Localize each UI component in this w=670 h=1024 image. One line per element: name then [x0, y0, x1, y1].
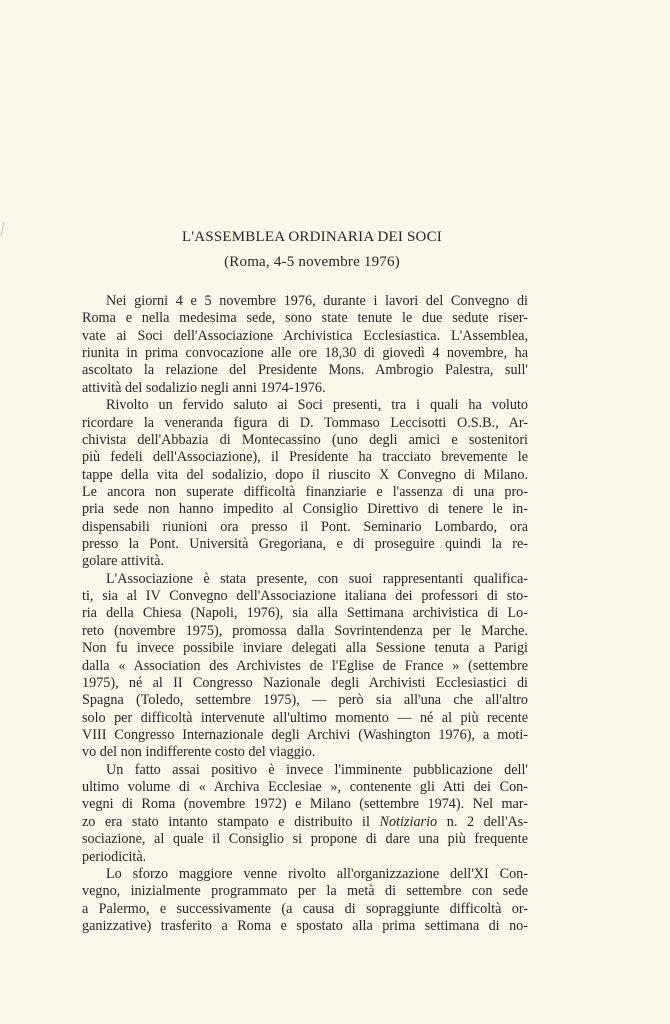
- body-text: [82, 293, 528, 935]
- scan-artifact: [1, 222, 8, 236]
- text-line: zo era stato intanto stampato e distribuito il Notiziario n. 2 dell'As-: [82, 813, 529, 830]
- text-line: Un fatto assai positivo è invece l'imminente pubblicazione dell': [106, 761, 528, 778]
- text-line: 1975), né al II Congresso Nazionale degli Archivisti Ecclesiastici di: [82, 674, 528, 691]
- page-title: L'ASSEMBLEA ORDINARIA DEI SOCI: [182, 229, 442, 245]
- text-line: Nei giorni 4 e 5 novembre 1976, durante i lavori del Convegno di: [106, 293, 528, 309]
- text-line: sociazione, al quale il Consiglio si propone di dare una più frequente: [82, 831, 528, 848]
- text-line: attività del sodalizio negli anni 1974-1976.: [82, 379, 326, 396]
- text-line: Rivolto un fervido saluto ai Soci presenti, tra i quali ha voluto: [106, 397, 528, 414]
- text-line: Non fu invece possibile inviare delegati alla Sessione tenuta a Parigi: [82, 640, 528, 657]
- text-line: chivista dell'Abbazia di Montecassino (uno degli amici e sostenitori: [82, 431, 528, 448]
- text-line: ultimo volume di « Archiva Ecclesiae », contenente gli Atti dei Con-: [82, 779, 528, 796]
- text-line: ascoltato la relazione del Presidente Mons. Ambrogio Palestra, sull': [82, 362, 528, 379]
- text-line: vegni di Roma (novembre 1972) e Milano (settembre 1974). Nel mar-: [82, 796, 528, 813]
- page-subtitle: (Roma, 4-5 novembre 1976): [224, 254, 400, 270]
- text-line: riunita in prima convocazione alle ore 18,30 di giovedì 4 novembre, ha: [82, 345, 528, 362]
- text-line: ria della Chiesa (Napoli, 1976), sia alla Settimana archivistica di Lo-: [82, 605, 528, 622]
- text-line: golare attività.: [82, 553, 164, 570]
- text-line: tappe della vita del sodalizio, dopo il riuscito X Convegno di Milano.: [82, 466, 528, 483]
- text-line: a Palermo, e successivamente (a causa di sopraggiunte difficoltà or-: [82, 900, 528, 917]
- text-line: vo del non indifferente costo del viaggio.: [82, 744, 316, 761]
- text-line: dalla « Association des Archivistes de l'Eglise de France » (settembre: [82, 657, 528, 674]
- text-line: Roma e nella medesima sede, sono state tenute le due sedute riser-: [82, 310, 528, 327]
- text-line: Spagna (Toledo, settembre 1975), — però sia all'una che all'altro: [82, 692, 528, 709]
- text-line: VIII Congresso Internazionale degli Archivi (Washington 1976), a moti-: [82, 726, 528, 743]
- italic-title: Notiziario: [379, 813, 438, 830]
- text-line: vegno, inizialmente programmato per la metà di settembre con sede: [82, 883, 528, 900]
- text-line: Lo sforzo maggiore venne rivolto all'organizzazione dell'XI Con-: [106, 865, 528, 882]
- text-line: vate ai Soci dell'Associazione Archivistica Ecclesiastica. L'Assemblea,: [82, 327, 528, 344]
- text-line: ti, sia al IV Convegno dell'Associazione italiana dei professori di sto-: [82, 588, 528, 605]
- text-line: reto (novembre 1975), promossa dalla Sovrintendenza per le Marche.: [82, 622, 528, 639]
- text-line: pria sede non hanno impedito al Consiglio Direttivo di tenere le in-: [82, 501, 528, 518]
- text-line: solo per difficoltà intervenute all'ultimo momento — né al più recente: [82, 709, 528, 726]
- text-line: ricordare la veneranda figura di D. Tommaso Leccisotti O.S.B., Ar-: [82, 414, 528, 431]
- text-line: presso la Pont. Università Gregoriana, e di proseguire quindi la re-: [82, 536, 528, 553]
- text-line: periodicità.: [82, 848, 147, 865]
- text-line: L'Associazione è stata presente, con suoi rappresentanti qualifica-: [106, 570, 528, 587]
- text-line: dispensabili riunioni ora presso il Pont. Seminario Lombardo, ora: [82, 518, 528, 535]
- text-line: ganizzative) trasferito a Roma e spostato alla prima settimana di no-: [82, 917, 528, 934]
- text-line: Le ancora non superate difficoltà finanziarie e l'assenza di una pro-: [82, 483, 528, 500]
- text-line: più fedeli dell'Associazione), il Presidente ha tracciato brevemente le: [82, 449, 528, 466]
